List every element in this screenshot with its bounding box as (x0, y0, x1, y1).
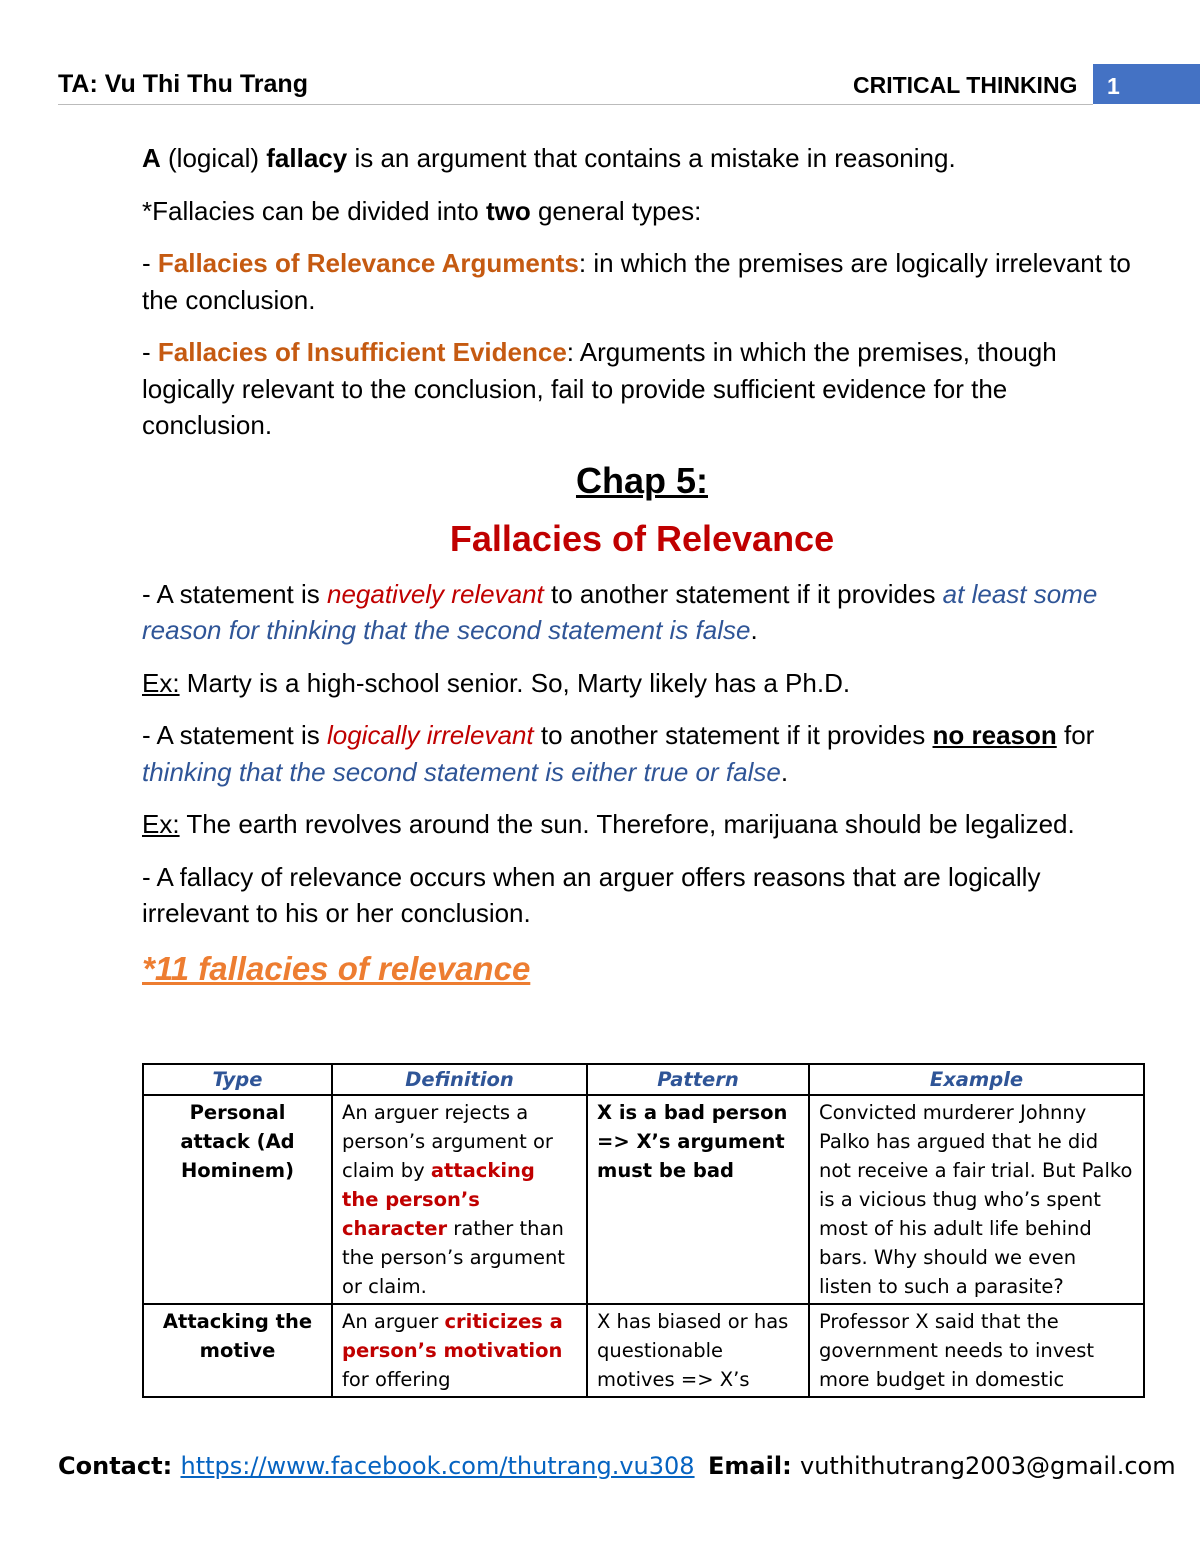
cell-pattern: X has biased or has questionable motives => X’s (587, 1304, 809, 1397)
ta-name: TA: Vu Thi Thu Trang (58, 70, 308, 98)
intro-types: *Fallacies can be divided into two general types: (142, 195, 702, 226)
header-divider (58, 104, 1093, 105)
email-line: Email: vuthithutrang2003@gmail.com (708, 1452, 1176, 1480)
chapter-label: Chap 5: (575, 459, 708, 501)
document-body (142, 140, 1142, 990)
fallacy-of-relevance-definition: - A fallacy of relevance occurs when an arguer offers reasons that are logically irrelevant to his or her conclusion. (142, 861, 1041, 928)
example-1: Ex: Marty is a high-school senior. So, Marty likely has a Ph.D. (142, 667, 851, 698)
cell-pattern: X is a bad person => X’s argument must be bad (587, 1095, 809, 1304)
cell-definition: An arguer rejects a person’s argument or claim by attacking the person’s character rather than the person’s argument or claim. (332, 1095, 587, 1304)
course-title: CRITICAL THINKING (853, 72, 1078, 98)
cell-type: Personal attack (Ad Hominem) (143, 1095, 332, 1304)
page-number-badge: 1 (1093, 64, 1200, 104)
negatively-relevant-definition: - A statement is negatively relevant to another statement if it provides at least some reason for thinking that the second statement is false. (142, 578, 1098, 645)
type-insufficient-evidence: - Fallacies of Insufficient Evidence: Arguments in which the premises, though logically relevant to the conclusion, fail to provide sufficient evidence for the conclusion. (142, 337, 1057, 440)
contact-line: Contact: https://www.facebook.com/thutrang.vu308 (58, 1452, 695, 1480)
table-header-row (143, 1064, 1144, 1095)
table-row (143, 1304, 1144, 1397)
type-relevance: - Fallacies of Relevance Arguments: in which the premises are logically irrelevant to the conclusion. (142, 248, 1131, 315)
header-type: Type (143, 1064, 332, 1095)
cell-example: Convicted murderer Johnny Palko has argued that he did not receive a fair trial. But Palko is a vicious thug who’s spent most of his adult life behind bars. Why should we even listen to such a parasite? (809, 1095, 1144, 1304)
intro-definition: A (logical) fallacy is an argument that contains a mistake in reasoning. (142, 143, 956, 173)
header-pattern: Pattern (587, 1064, 809, 1095)
chapter-title: Fallacies of Relevance (449, 517, 835, 559)
table-row (143, 1095, 1144, 1304)
email-address: vuthithutrang2003@gmail.com (800, 1452, 1176, 1480)
cell-type: Attacking the motive (143, 1304, 332, 1397)
cell-example: Professor X said that the government needs to invest more budget in domestic (809, 1304, 1144, 1397)
cell-definition: An arguer criticizes a person’s motivation for offering (332, 1304, 587, 1397)
example-2: Ex: The earth revolves around the sun. Therefore, marijuana should be legalized. (142, 809, 1075, 839)
logically-irrelevant-definition: - A statement is logically irrelevant to another statement if it provides no reason for thinking that the second statement is either true or false. (142, 720, 1095, 787)
section-title: *11 fallacies of relevance (142, 949, 531, 987)
facebook-link[interactable]: https://www.facebook.com/thutrang.vu308 (180, 1452, 695, 1480)
header-example: Example (809, 1064, 1144, 1095)
header-definition: Definition (332, 1064, 587, 1095)
fallacies-table (142, 1063, 1145, 1398)
